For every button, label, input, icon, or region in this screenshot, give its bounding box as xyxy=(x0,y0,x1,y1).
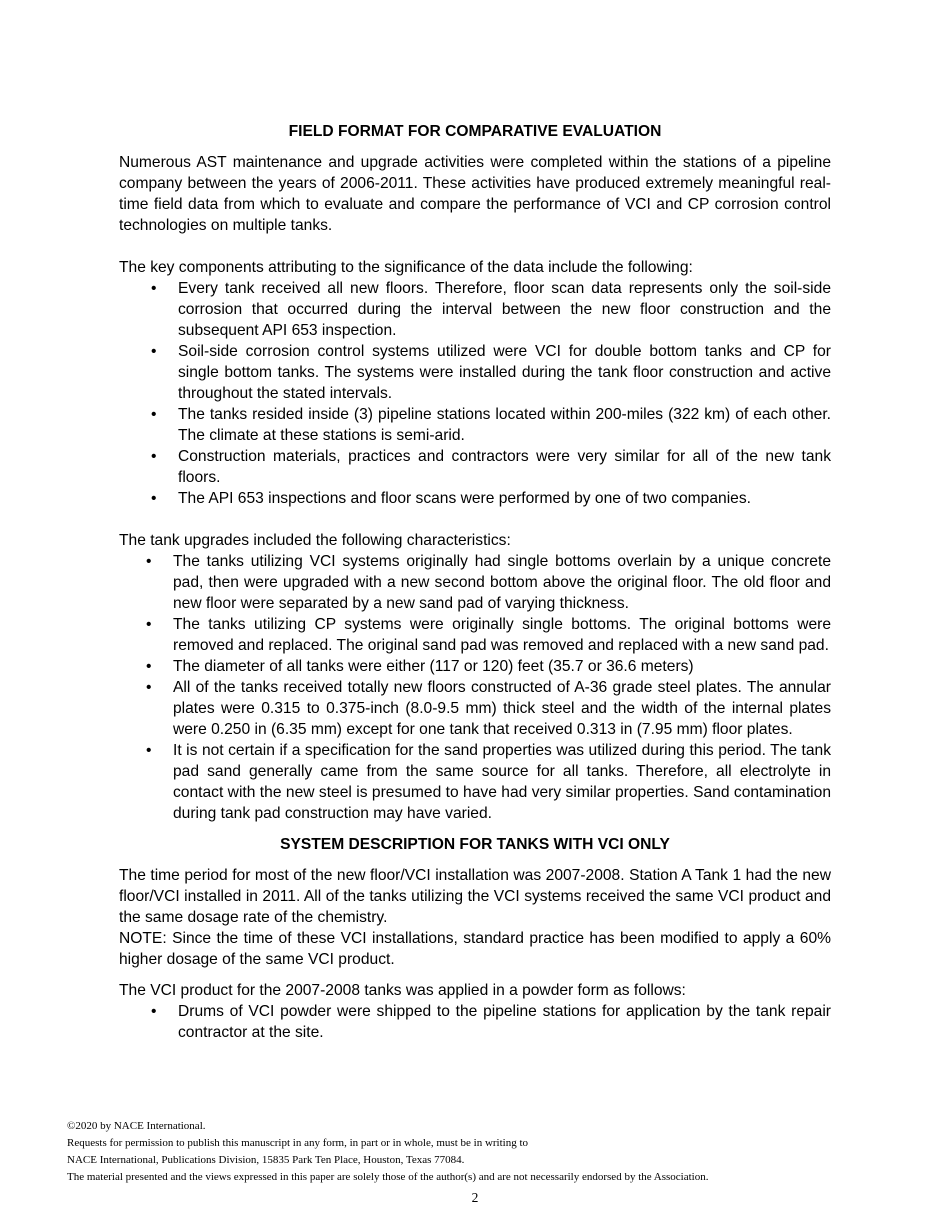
vci-installation-paragraph: The time period for most of the new floor/VCI installation was 2007-2008. Station A Tank 1 had the new floor/VCI installed in 2011. All of the tanks utilizing the VCI systems received the same VCI product and the same dosage rate of the chemistry. xyxy=(119,867,831,926)
bullet-icon: • xyxy=(146,616,152,633)
list-item: • Soil-side corrosion control systems utilized were VCI for double bottom tanks and CP for single bottom tanks. The systems were installed during the tank floor construction and active throughout the stated intervals. xyxy=(151,343,831,402)
vci-powder-intro: The VCI product for the 2007-2008 tanks was applied in a powder form as follows: xyxy=(119,982,686,999)
bullet-icon: • xyxy=(151,406,157,423)
vci-note-paragraph: NOTE: Since the time of these VCI installations, standard practice has been modified to apply a 60% higher dosage of the same VCI product. xyxy=(119,930,831,968)
bullet-icon: • xyxy=(151,490,157,507)
bullet-icon: • xyxy=(151,1003,157,1020)
tank-upgrades-list xyxy=(119,551,831,824)
list-item: • Drums of VCI powder were shipped to the pipeline stations for application by the tank repair contractor at the site. xyxy=(151,1003,831,1041)
bullet-icon: • xyxy=(151,343,157,360)
section-heading-field-format: FIELD FORMAT FOR COMPARATIVE EVALUATION xyxy=(288,123,662,140)
list-item: • All of the tanks received totally new floors constructed of A-36 grade steel plates. The annular plates were 0.315 to 0.375-inch (8.0-9.5 mm) thick steel and the width of the internal plates were 0.250 in (6.35 mm) except for one tank that received 0.313 in (7.95 mm) floor plates. xyxy=(146,679,831,738)
footer-copyright: ©2020 by NACE International. xyxy=(67,1120,206,1132)
list-item: • The tanks resided inside (3) pipeline stations located within 200-miles (322 km) of each other. The climate at these stations is semi-arid. xyxy=(151,406,831,444)
list-item: • The diameter of all tanks were either (117 or 120) feet (35.7 or 36.6 meters) xyxy=(146,658,694,675)
list-item: • The tanks utilizing VCI systems originally had single bottoms overlain by a unique concrete pad, then were upgraded with a new second bottom above the original floor. The old floor and new floor were separated by a new sand pad of varying thickness. xyxy=(146,553,831,612)
key-components-intro: The key components attributing to the significance of the data include the following: xyxy=(119,259,693,276)
copyright-footer xyxy=(67,1118,887,1186)
list-item: • The API 653 inspections and floor scans were performed by one of two companies. xyxy=(151,490,751,507)
bullet-icon: • xyxy=(146,658,152,675)
list-item: • It is not certain if a specification for the sand properties was utilized during this period. The tank pad sand generally came from the same source for all tanks. Therefore, all electrolyte in contact with the new steel is presumed to have had very similar properties. Sand contamination during tank pad construction may have varied. xyxy=(146,742,831,822)
bullet-icon: • xyxy=(151,280,157,297)
footer-address: NACE International, Publications Division, 15835 Park Ten Place, Houston, Texas 77084. xyxy=(67,1154,465,1166)
footer-permission: Requests for permission to publish this manuscript in any form, in part or in whole, must be in writing to xyxy=(67,1137,529,1149)
tank-upgrades-intro: The tank upgrades included the following characteristics: xyxy=(119,532,511,549)
list-item: • Every tank received all new floors. Therefore, floor scan data represents only the soil-side corrosion that occurred during the interval between the new floor construction and the subsequent API 653 inspection. xyxy=(151,280,831,339)
intro-paragraph: Numerous AST maintenance and upgrade activities were completed within the stations of a pipeline company between the years of 2006-2011. These activities have produced extremely meaningful real-time field data from which to evaluate and compare the performance of VCI and CP corrosion control technologies on multiple tanks. xyxy=(119,154,831,234)
bullet-icon: • xyxy=(151,448,157,465)
bullet-icon: • xyxy=(146,553,152,570)
list-item: • Construction materials, practices and contractors were very similar for all of the new tank floors. xyxy=(151,448,831,486)
vci-powder-list xyxy=(119,1001,831,1043)
document-body xyxy=(119,121,831,1043)
bullet-icon: • xyxy=(146,679,152,696)
footer-disclaimer: The material presented and the views expressed in this paper are solely those of the author(s) and are not necessarily endorsed by the Association. xyxy=(67,1171,709,1183)
page-number: 2 xyxy=(471,1190,479,1205)
key-components-list xyxy=(119,278,831,509)
bullet-icon: • xyxy=(146,742,152,759)
list-item: • The tanks utilizing CP systems were originally single bottoms. The original bottoms were removed and replaced. The original sand pad was removed and replaced with a new sand pad. xyxy=(146,616,831,654)
section-heading-vci-only: SYSTEM DESCRIPTION FOR TANKS WITH VCI ONLY xyxy=(280,836,670,853)
